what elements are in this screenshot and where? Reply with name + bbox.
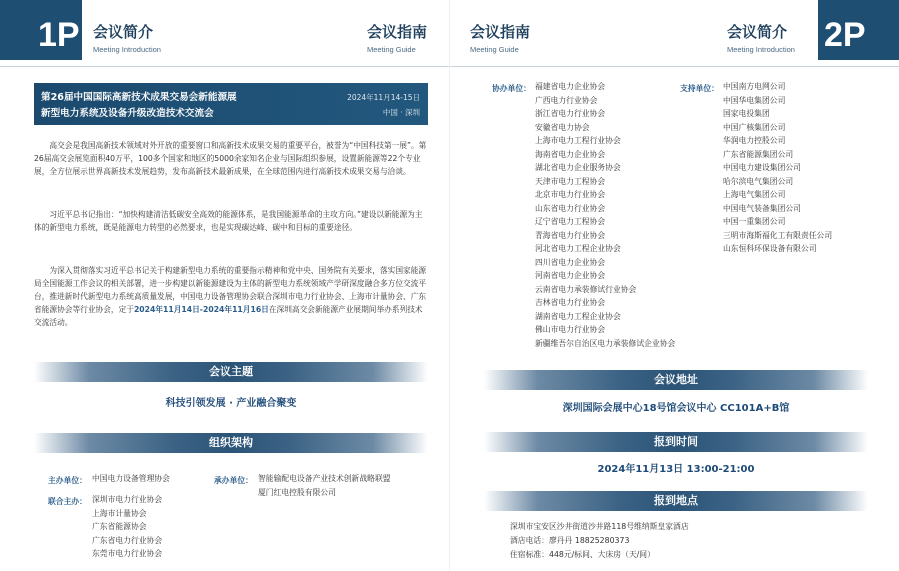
section-bar-checkin-time: 报到时间 (484, 432, 868, 452)
list-item: 广东省电力行业协会 (92, 535, 163, 545)
venue-value: 深圳国际会展中心18号馆会议中心 CC101A+B馆 (562, 403, 790, 414)
list-item: 浙江省电力行业协会 (535, 109, 606, 118)
list-item: 中国南方电网公司 (723, 82, 786, 91)
left-guide-title: 会议指南 (367, 23, 428, 41)
checkin-time-value: 2024年11月13日 13:00-21:00 (597, 464, 755, 475)
event-dates-highlight: 2024年11月14日-2024年11月16日 (133, 305, 269, 314)
co-org-list (535, 80, 675, 350)
hotel-rate: 住宿标准：448元/标间、大床房（天/间） (510, 550, 655, 559)
list-item: 新疆维吾尔自治区电力承装修试企业协会 (535, 338, 676, 348)
paragraph-3-text: 为深入贯彻落实习近平总书记关于构建新型电力系统的重要指示精神和党中央、国务院有关要求，落实国家能源局全国能源工作会议的相关部署，进一步构建以新能源建设为主体的新型电力系统领域产学研深度融合多方位交流平台，推进新时代新型电力系统高质量发展，中国电力设备管理协会联合深圳市电力行业协会、上海市计量协会、广东省能源协会等行业协会，定于 (34, 266, 427, 314)
list-item: 华润电力控股公司 (723, 136, 786, 145)
list-item: 深圳市电力行业协会 (92, 495, 163, 504)
banner-location: 中国 · 深圳 (382, 108, 420, 117)
list-item: 中国华电集团公司 (723, 95, 786, 105)
list-item: 三明市海斯福化工有限责任公司 (723, 230, 833, 240)
list-item: 天津市电力工程协会 (535, 176, 606, 186)
section-bar-venue: 会议地址 (484, 370, 868, 390)
list-item: 东莞市电力行业协会 (92, 549, 163, 558)
intro-paragraph-2: 习近平总书记指出：“加快构建清洁低碳安全高效的能源体系，是我国能源革命的主攻方向。”建设以新能源为主体的新型电力系统，既是能源电力转型的必然要求，也是实现碳达峰、碳中和目标的重要途径。 (34, 210, 423, 232)
banner-date: 2024年11月14-15日 (347, 93, 420, 102)
event-title-banner (34, 83, 428, 125)
left-header-title: 会议简介 (93, 23, 154, 41)
list-item: 中国电力建设集团公司 (723, 163, 801, 172)
banner-line1: 第26届中国国际高新技术成果交易会新能源展 (41, 92, 237, 103)
paragraph-3-ending: 在深圳高交会新能源产业展期间举办系列技术交流活动。 (34, 305, 423, 327)
host-value (92, 472, 170, 486)
list-item: 安徽省电力协会 (535, 122, 590, 132)
list-item: 中国一重集团公司 (723, 217, 786, 226)
theme-value: 科技引领发展 · 产业融合聚变 (165, 398, 297, 409)
list-item: 湖北省电力企业服务协会 (535, 163, 621, 172)
list-item: 海南省电力企业协会 (535, 149, 606, 159)
list-item: 广东省能源协会 (92, 522, 147, 531)
undertake-list (258, 472, 391, 499)
list-item: 上海市电力工程行业协会 (535, 136, 621, 145)
list-item: 青海省电力行业协会 (535, 230, 606, 240)
support-label: 支持单位： (680, 84, 719, 93)
list-item: 广西电力行业协会 (535, 95, 598, 105)
list-item: 北京市电力行业协会 (535, 190, 606, 199)
page-fold (449, 0, 450, 571)
co-host-list (92, 493, 162, 561)
host-label: 主办单位： (48, 476, 87, 485)
undertake-label: 承办单位： (214, 476, 253, 485)
right-guide-title: 会议指南 (470, 23, 531, 41)
host-name: 中国电力设备管理协会 (92, 474, 170, 483)
banner-line2: 新型电力系统及设备升级改造技术交流会 (41, 108, 214, 119)
list-item: 湖南省电力工程企业协会 (535, 311, 621, 321)
list-item: 国家电投集团 (723, 109, 770, 118)
right-header-divider (450, 66, 899, 67)
co-host-label: 联合主办： (48, 497, 87, 506)
page-number-badge-1: 1P (0, 0, 82, 60)
list-item: 辽宁省电力工程协会 (535, 217, 606, 226)
support-list (723, 80, 832, 256)
list-item: 中国电气装备集团公司 (723, 203, 801, 213)
list-item: 广东省能源集团公司 (723, 149, 794, 159)
list-item: 山东省电力行业协会 (535, 203, 606, 213)
page-number-badge-2: 2P (818, 0, 899, 60)
list-item: 上海电气集团公司 (723, 190, 786, 199)
list-item: 吉林省电力行业协会 (535, 298, 606, 307)
intro-paragraph-3 (34, 264, 428, 329)
list-item: 福建省电力企业协会 (535, 82, 606, 91)
section-bar-organization: 组织架构 (34, 433, 428, 453)
list-item: 上海市计量协会 (92, 508, 147, 518)
section-bar-checkin-place: 报到地点 (484, 491, 868, 511)
list-item: 河北省电力工程企业协会 (535, 244, 621, 253)
right-header-title: 会议简介 (727, 23, 788, 41)
list-item: 哈尔滨电气集团公司 (723, 176, 794, 186)
list-item: 佛山市电力行业协会 (535, 325, 606, 334)
checkin-address: 深圳市宝安区沙井街道沙井路118号维纳斯皇家酒店 (510, 522, 689, 531)
list-item: 智能输配电设备产业技术创新战略联盟 (258, 474, 391, 483)
list-item: 河南省电力企业协会 (535, 271, 606, 280)
left-header-divider (0, 66, 449, 67)
left-header-subtitle: Meeting Introduction (93, 45, 161, 54)
intro-paragraph-1: 高交会是我国高新技术领域对外开放的重要窗口和高新技术成果交易的重要平台，被誉为“中国科技第一展”。第26届高交会展览面积40万平，100多个国家和地区的5000余家知名企业与国际组织参展，设置新能源等22个专业展，全方位展示世界高新技术发展趋势，发布高新技术最新成果，在全球范围内进行高新技术成果交易与洽谈。 (34, 141, 427, 176)
list-item: 云南省电力承装修试行业协会 (535, 284, 637, 294)
section-bar-theme: 会议主题 (34, 362, 428, 382)
right-header-subtitle: Meeting Introduction (727, 45, 795, 54)
hotel-phone: 酒店电话：廖丹丹 18825280373 (510, 536, 630, 545)
left-guide-subtitle: Meeting Guide (367, 45, 416, 54)
list-item: 四川省电力企业协会 (535, 257, 606, 267)
right-guide-subtitle: Meeting Guide (470, 45, 519, 54)
list-item: 中国广核集团公司 (723, 122, 786, 132)
co-org-label: 协办单位： (492, 84, 531, 93)
list-item: 厦门红电控股有限公司 (258, 487, 336, 497)
list-item: 山东恒科环保设备有限公司 (723, 244, 817, 253)
